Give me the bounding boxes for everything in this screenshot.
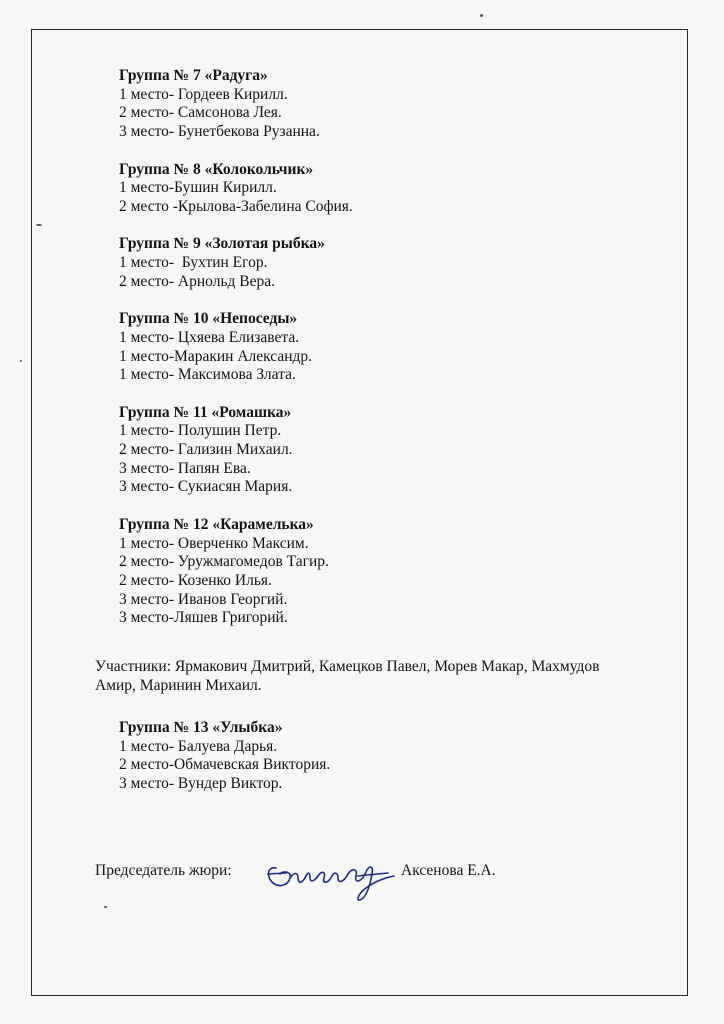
result-line: 2 место- Самсонова Лея.: [119, 104, 282, 122]
group-title: Группа № 13 «Улыбка»: [119, 719, 283, 736]
result-line: 1 место- Оверченко Максим.: [119, 534, 309, 552]
result-line: 3 место- Иванов Георгий.: [119, 590, 288, 608]
group-block: [119, 719, 330, 794]
result-line: 2 место- Арнольд Вера.: [119, 272, 276, 290]
scan-speck: [480, 14, 483, 17]
result-line: 3 место- Папян Ева.: [119, 459, 251, 477]
result-line: 1 место- Балуева Дарья.: [119, 737, 278, 755]
result-line: 3 место- Бунетбекова Рузанна.: [119, 123, 320, 141]
group-title: Группа № 8 «Колокольчик»: [119, 160, 314, 178]
result-line: 1 место- Полушин Петр.: [119, 422, 282, 440]
result-line: 3 место- Вундер Виктор.: [119, 775, 283, 793]
result-line: 2 место- Уружмагомедов Тагир.: [119, 553, 329, 571]
group-title: Группа № 10 «Непоседы»: [119, 310, 298, 328]
result-line: 3 место- Сукиасян Мария.: [119, 478, 293, 496]
result-line: 2 место- Гализин Михаил.: [119, 441, 293, 458]
result-line: 1 место- Цхяева Елизавета.: [119, 328, 300, 346]
group-title: Группа № 7 «Радуга»: [119, 67, 268, 84]
result-line: 3 место-Ляшев Григорий.: [119, 609, 288, 627]
group-block: [119, 310, 679, 385]
jury-chair-label: Председатель жюри:: [95, 862, 232, 879]
result-line: 1 место- Бухтин Егор.: [119, 254, 268, 271]
participants-line: Участники: Ярмакович Дмитрий, Камецков Павел, Морев Макар, Махмудов: [95, 658, 600, 675]
result-line: 2 место-Обмачевская Виктория.: [119, 756, 331, 774]
jury-chair-name: Аксенова Е.А.: [401, 862, 496, 879]
result-line: 1 место- Гордеев Кирилл.: [119, 85, 288, 103]
group-block: [119, 67, 679, 142]
group-title: Группа № 12 «Карамелька»: [119, 515, 314, 533]
result-line: 1 место- Максимова Злата.: [119, 366, 296, 384]
result-line: 1 место-Бушин Кирилл.: [119, 179, 277, 197]
signature-image: [262, 842, 398, 906]
result-line: 2 место -Крылова-Забелина София.: [119, 197, 353, 215]
group-title: Группа № 11 «Ромашка»: [119, 403, 292, 421]
groups-list: [119, 67, 679, 628]
group-title: Группа № 9 «Золотая рыбка»: [119, 235, 325, 253]
group-block: [119, 235, 679, 291]
group-block: [119, 404, 679, 498]
group-block: [119, 161, 679, 217]
scan-speck: [20, 360, 22, 362]
participants-line: Амир, Маринин Михаил.: [95, 676, 262, 694]
result-line: 2 место- Козенко Илья.: [119, 571, 272, 589]
group-block: [119, 516, 679, 628]
scan-speck: [36, 224, 42, 226]
scan-speck: [104, 906, 107, 908]
participants-paragraph: [95, 658, 685, 695]
result-line: 1 место-Маракин Александр.: [119, 347, 313, 365]
